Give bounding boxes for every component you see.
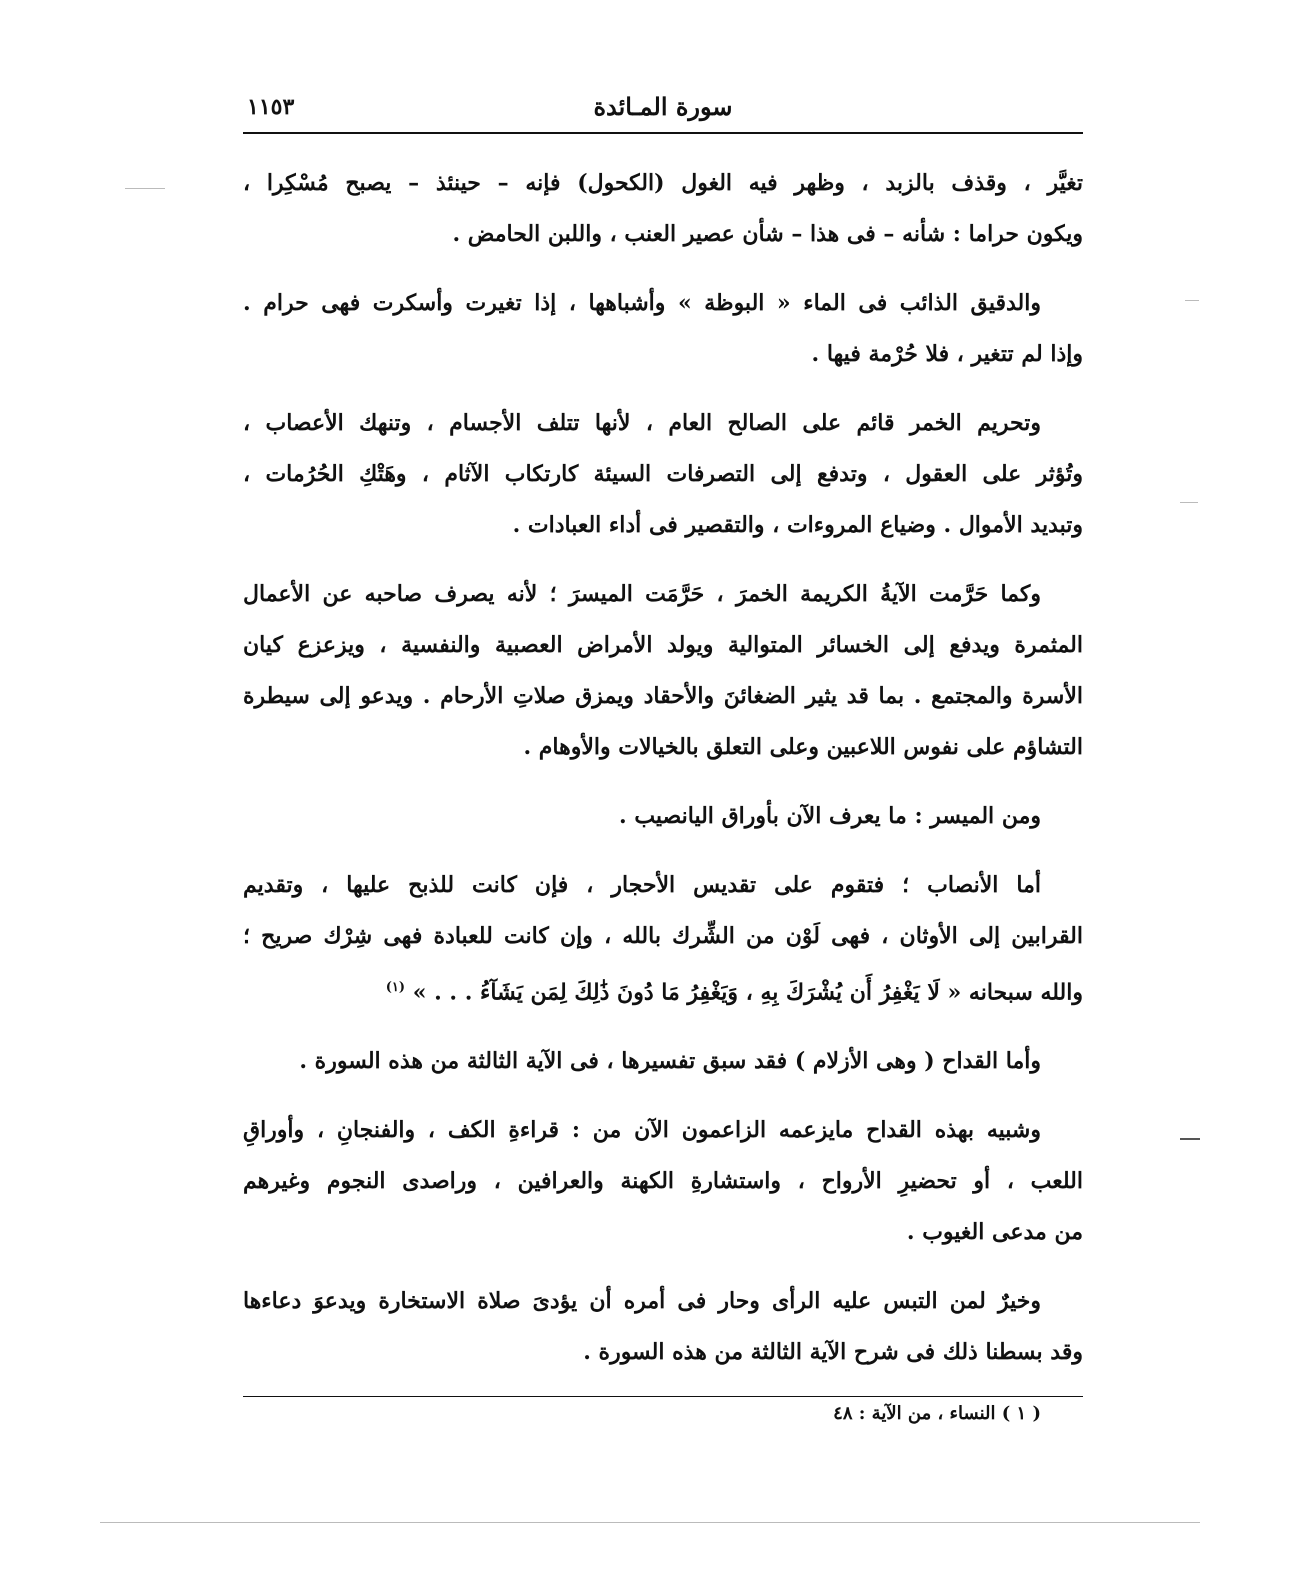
paragraph [243,398,1083,551]
page-number: ١١٥٣ [247,94,295,120]
page-body [243,158,1083,1378]
text-line: القرابين إلى الأوثان ، فهى لَوْن من الشِّرك بالله ، وإن كانت للعبادة فهى شِرْك صريح ؛ [243,923,1083,949]
text-line: تغيَّر ، وقذف بالزبد ، وظهر فيه الغول (الكحول) فإنه – حينئذ – يصبح مُسْكِرا ، [243,170,1083,196]
text-line: وشبيه بهذه القداح مايزعمه الزاعمون الآن من : قراءةِ الكف ، والفنجانِ ، وأوراقِ [243,1117,1041,1144]
text-line: ويكون حراما : شأنه – فى هذا – شأن عصير العنب ، واللبن الحامض . [452,221,1083,247]
footnote-divider [243,1396,1083,1397]
text-line: من مدعى الغيوب . [906,1219,1083,1246]
text-line: والدقيق الذائب فى الماء « البوظة » وأشباهها ، إذا تغيرت وأسكرت فهى حرام . [243,290,1041,316]
paragraph [243,1036,1083,1087]
paragraph [243,791,1083,842]
text-line: وتُؤثر على العقول ، وتدفع إلى التصرفات السيئة كارتكاب الآثام ، وهَتْكِ الحُرُمات ، [243,461,1083,487]
footnote: ( ١ ) النساء ، من الآية : ٤٨ [833,1403,1041,1425]
paragraph [243,158,1083,260]
text-line: التشاؤم على نفوس اللاعبين وعلى التعلق بالخيالات والأوهام . [523,734,1083,760]
paragraph [243,860,1083,1018]
text-line: وأما القداح ( وهى الأزلام ) فقد سبق تفسيرها ، فى الآية الثالثة من هذه السورة . [299,1048,1041,1075]
scan-artifact [1180,1138,1200,1140]
paragraph [243,1105,1083,1258]
text-line: وتحريم الخمر قائم على الصالح العام ، لأنها تتلف الأجسام ، وتنهك الأعصاب ، [243,410,1041,436]
text-line: وقد بسطنا ذلك فى شرح الآية الثالثة من هذه السورة . [583,1339,1083,1366]
text-line: المثمرة ويدفع إلى الخسائر المتوالية ويولد الأمراض العصبية والنفسية ، ويزعزع كيان [243,632,1083,658]
book-page [243,88,1083,1488]
scan-artifact [1185,300,1199,301]
text-line: وإذا لم تتغير ، فلا حُرْمة فيها . [811,341,1083,367]
text-line: وخيرٌ لمن التبس عليه الرأى وحار فى أمره أن يؤدىَ صلاة الاستخارة ويدعوَ دعاءها [243,1288,1041,1315]
text-line: وتبديد الأموال . وضياع المروءات ، والتقصير فى أداء العبادات . [512,512,1083,538]
page-header [243,88,1083,134]
text-line: والله سبحانه « لَا يَغْفِرُ أَن يُشْرَكَ بِهِ ، وَيَغْفِرُ مَا دُونَ ذَٰلِكَ لِمَن يَشَآءُ . . . » $^{(١)}$ [385,979,1083,1006]
page-title: سورة المـائدة [593,92,733,121]
text-line: ومن الميسر : ما يعرف الآن بأوراق اليانصيب . [619,803,1041,829]
paragraph [243,569,1083,773]
scan-artifact [125,188,165,189]
paragraph [243,278,1083,380]
text-line: الأسرة والمجتمع . بما قد يثير الضغائنَ والأحقاد ويمزق صلاتِ الأرحام . ويدعو إلى سيطرة [243,683,1083,709]
paragraph [243,1276,1083,1378]
text-line: اللعب ، أو تحضيرِ الأرواح ، واستشارةِ الكهنة والعرافين ، وراصدى النجوم وغيرهم [243,1168,1083,1195]
footnote-marker[interactable]: (١) [385,980,406,995]
scan-artifact [1180,502,1198,503]
text-line: أما الأنصاب ؛ فتقوم على تقديس الأحجار ، فإن كانت للذبح عليها ، وتقديم [243,872,1041,898]
text-line: وكما حَرَّمت الآيةُ الكريمة الخمرَ ، حَرَّمَت الميسرَ ؛ لأنه يصرف صاحبه عن الأعمال [243,581,1041,607]
scan-artifact [100,1522,1200,1523]
